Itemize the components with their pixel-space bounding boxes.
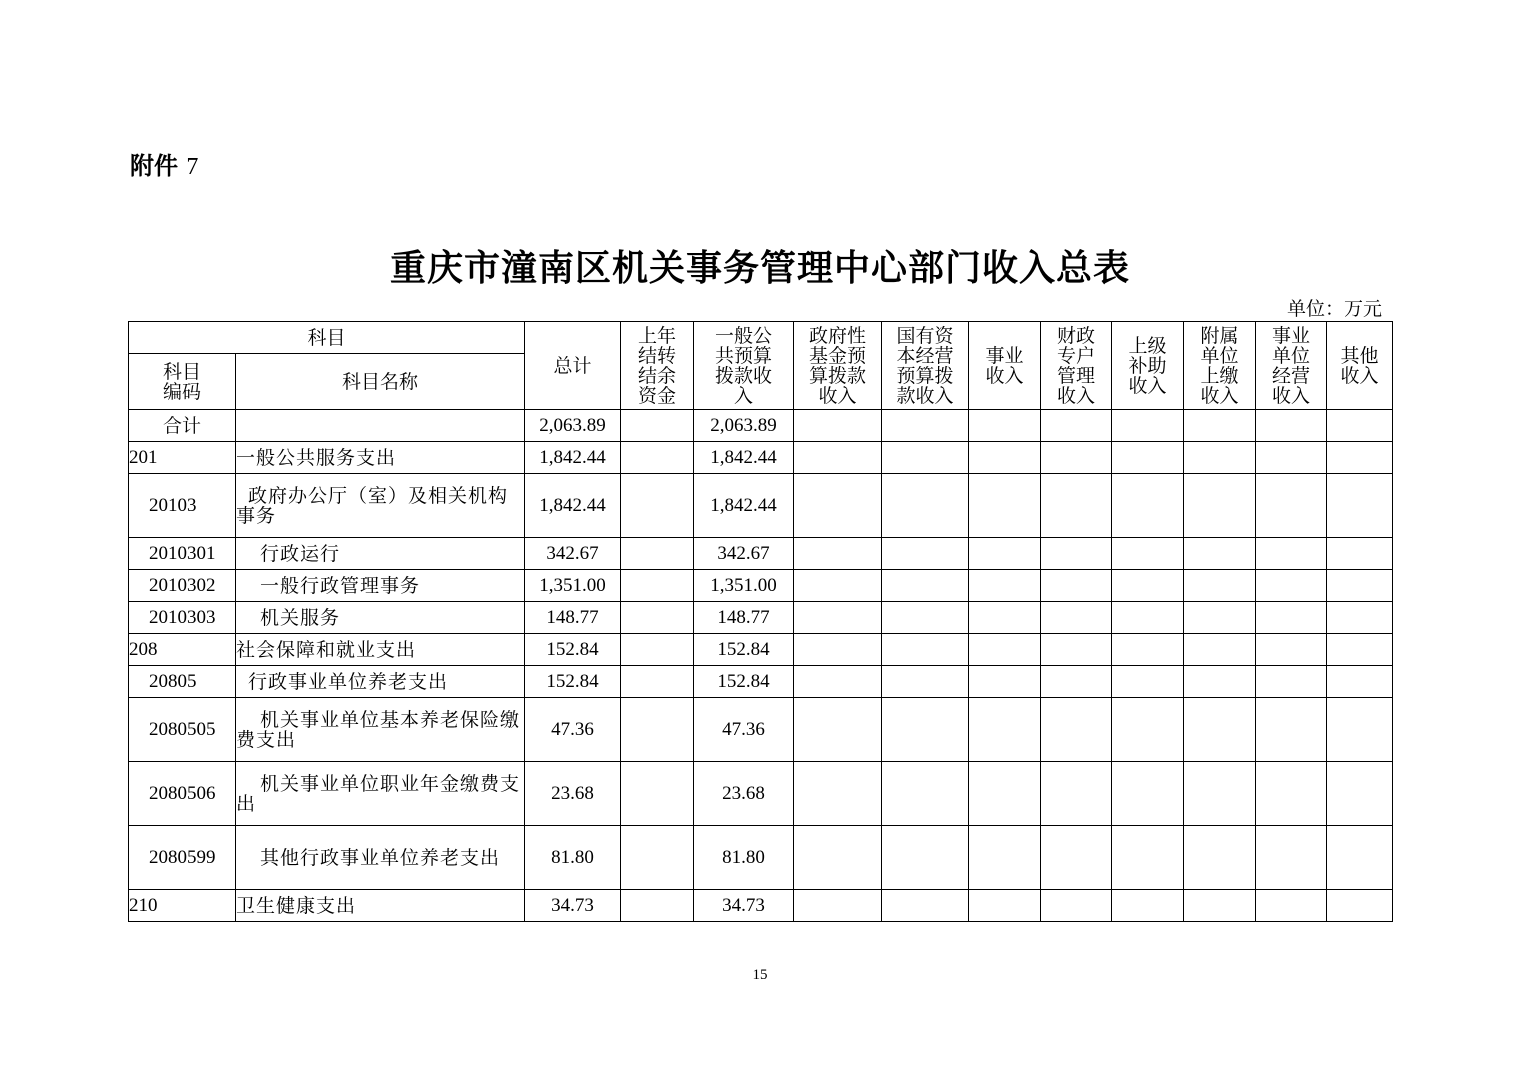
cell-code: 20805 — [129, 666, 236, 698]
cell-empty — [1256, 410, 1327, 442]
cell-name: 其他行政事业单位养老支出 — [236, 826, 525, 890]
cell-total: 1,842.44 — [525, 474, 621, 538]
header-affiliated: 附属 单位 上缴 收入 — [1184, 322, 1256, 410]
cell-code: 合计 — [129, 410, 236, 442]
header-total: 总计 — [525, 322, 621, 410]
cell-total: 2,063.89 — [525, 410, 621, 442]
cell-empty — [1112, 602, 1184, 634]
cell-empty — [1184, 666, 1256, 698]
cell-general-budget: 1,351.00 — [694, 570, 794, 602]
cell-empty — [794, 602, 882, 634]
cell-empty — [1112, 634, 1184, 666]
cell-empty — [1327, 570, 1393, 602]
table-row — [129, 410, 1393, 442]
cell-empty — [1184, 634, 1256, 666]
cell-general-budget: 152.84 — [694, 666, 794, 698]
cell-name: 机关事业单位基本养老保险缴费支出 — [236, 698, 525, 762]
cell-code: 208 — [129, 634, 236, 666]
cell-empty — [882, 474, 969, 538]
cell-empty — [1327, 634, 1393, 666]
header-superior-subsidy: 上级 补助 收入 — [1112, 322, 1184, 410]
cell-empty — [794, 762, 882, 826]
cell-empty — [1327, 762, 1393, 826]
cell-carryover — [621, 474, 694, 538]
cell-empty — [794, 538, 882, 570]
cell-general-budget: 148.77 — [694, 602, 794, 634]
cell-empty — [1327, 474, 1393, 538]
cell-general-budget: 34.73 — [694, 890, 794, 922]
cell-empty — [1184, 826, 1256, 890]
cell-empty — [969, 442, 1041, 474]
cell-empty — [1112, 698, 1184, 762]
cell-total: 47.36 — [525, 698, 621, 762]
cell-general-budget: 2,063.89 — [694, 410, 794, 442]
cell-general-budget: 23.68 — [694, 762, 794, 826]
cell-total: 1,351.00 — [525, 570, 621, 602]
cell-empty — [969, 698, 1041, 762]
cell-empty — [1184, 538, 1256, 570]
cell-total: 34.73 — [525, 890, 621, 922]
cell-empty — [1327, 698, 1393, 762]
cell-empty — [1041, 698, 1112, 762]
cell-general-budget: 81.80 — [694, 826, 794, 890]
cell-code: 2080506 — [129, 762, 236, 826]
cell-empty — [1112, 410, 1184, 442]
table-row — [129, 826, 1393, 890]
cell-empty — [1184, 602, 1256, 634]
cell-general-budget: 1,842.44 — [694, 442, 794, 474]
cell-empty — [1112, 762, 1184, 826]
cell-empty — [794, 474, 882, 538]
cell-total: 152.84 — [525, 634, 621, 666]
cell-carryover — [621, 762, 694, 826]
cell-empty — [794, 634, 882, 666]
table-row — [129, 442, 1393, 474]
header-subject: 科目 — [129, 322, 525, 354]
cell-empty — [1256, 698, 1327, 762]
header-state-capital: 国有资 本经营 预算拨 款收入 — [882, 322, 969, 410]
cell-general-budget: 152.84 — [694, 634, 794, 666]
cell-empty — [1041, 570, 1112, 602]
table-body — [129, 410, 1393, 922]
cell-code: 201 — [129, 442, 236, 474]
cell-name: 社会保障和就业支出 — [236, 634, 525, 666]
cell-total: 148.77 — [525, 602, 621, 634]
cell-empty — [1041, 410, 1112, 442]
cell-name: 行政运行 — [236, 538, 525, 570]
cell-empty — [969, 666, 1041, 698]
cell-empty — [1041, 666, 1112, 698]
cell-name: 一般行政管理事务 — [236, 570, 525, 602]
cell-carryover — [621, 634, 694, 666]
cell-empty — [1041, 474, 1112, 538]
cell-name: 政府办公厅（室）及相关机构事务 — [236, 474, 525, 538]
cell-name: 行政事业单位养老支出 — [236, 666, 525, 698]
header-carryover: 上年 结转 结余 资金 — [621, 322, 694, 410]
cell-empty — [1256, 442, 1327, 474]
cell-name: 一般公共服务支出 — [236, 442, 525, 474]
cell-empty — [882, 410, 969, 442]
cell-name: 机关事业单位职业年金缴费支出 — [236, 762, 525, 826]
cell-empty — [882, 762, 969, 826]
cell-name: 卫生健康支出 — [236, 890, 525, 922]
cell-empty — [1327, 666, 1393, 698]
cell-code: 2080599 — [129, 826, 236, 890]
cell-empty — [1184, 442, 1256, 474]
cell-carryover — [621, 890, 694, 922]
cell-empty — [1112, 666, 1184, 698]
cell-empty — [882, 634, 969, 666]
cell-empty — [1256, 826, 1327, 890]
header-other: 其他 收入 — [1327, 322, 1393, 410]
cell-empty — [1327, 410, 1393, 442]
cell-empty — [1256, 474, 1327, 538]
cell-empty — [794, 826, 882, 890]
cell-empty — [969, 410, 1041, 442]
cell-empty — [969, 890, 1041, 922]
cell-empty — [1041, 538, 1112, 570]
cell-empty — [1041, 602, 1112, 634]
table-row — [129, 666, 1393, 698]
cell-carryover — [621, 826, 694, 890]
table-row — [129, 890, 1393, 922]
cell-empty — [1184, 762, 1256, 826]
cell-empty — [1112, 474, 1184, 538]
header-name: 科目名称 — [236, 354, 525, 410]
page-number: 15 — [752, 967, 768, 983]
cell-empty — [969, 602, 1041, 634]
cell-code: 2080505 — [129, 698, 236, 762]
cell-empty — [1112, 826, 1184, 890]
cell-carryover — [621, 602, 694, 634]
cell-empty — [794, 698, 882, 762]
cell-total: 342.67 — [525, 538, 621, 570]
header-fiscal-special: 财政 专户 管理 收入 — [1041, 322, 1112, 410]
cell-empty — [1041, 442, 1112, 474]
unit-label: 单位：万元 — [1286, 298, 1382, 320]
cell-total: 152.84 — [525, 666, 621, 698]
cell-empty — [1327, 826, 1393, 890]
cell-empty — [969, 474, 1041, 538]
cell-empty — [969, 538, 1041, 570]
cell-empty — [969, 634, 1041, 666]
header-general-budget: 一般公 共预算 拨款收 入 — [694, 322, 794, 410]
header-business-operation: 事业 单位 经营 收入 — [1256, 322, 1327, 410]
cell-empty — [1327, 442, 1393, 474]
cell-carryover — [621, 666, 694, 698]
cell-empty — [882, 442, 969, 474]
cell-empty — [882, 698, 969, 762]
cell-empty — [1184, 474, 1256, 538]
header-gov-fund: 政府性 基金预 算拨款 收入 — [794, 322, 882, 410]
cell-empty — [882, 890, 969, 922]
cell-code: 2010301 — [129, 538, 236, 570]
cell-name — [236, 410, 525, 442]
cell-empty — [969, 826, 1041, 890]
cell-empty — [1184, 698, 1256, 762]
cell-total: 81.80 — [525, 826, 621, 890]
cell-general-budget: 342.67 — [694, 538, 794, 570]
cell-empty — [1112, 442, 1184, 474]
cell-empty — [1112, 538, 1184, 570]
cell-empty — [882, 826, 969, 890]
attachment-label: 附件 7 — [130, 152, 199, 180]
revenue-table — [128, 321, 1393, 922]
cell-code: 2010302 — [129, 570, 236, 602]
cell-empty — [882, 538, 969, 570]
cell-empty — [1256, 890, 1327, 922]
cell-empty — [1041, 634, 1112, 666]
cell-code: 210 — [129, 890, 236, 922]
cell-empty — [1184, 570, 1256, 602]
cell-empty — [1256, 538, 1327, 570]
cell-empty — [794, 410, 882, 442]
cell-empty — [794, 442, 882, 474]
cell-empty — [1041, 826, 1112, 890]
cell-empty — [1041, 762, 1112, 826]
cell-empty — [1256, 762, 1327, 826]
cell-code: 20103 — [129, 474, 236, 538]
cell-carryover — [621, 410, 694, 442]
cell-empty — [1184, 410, 1256, 442]
cell-empty — [1184, 890, 1256, 922]
cell-empty — [1327, 538, 1393, 570]
cell-empty — [794, 570, 882, 602]
table-row — [129, 538, 1393, 570]
header-code: 科目 编码 — [129, 354, 236, 410]
cell-carryover — [621, 538, 694, 570]
table-row — [129, 698, 1393, 762]
table-row — [129, 570, 1393, 602]
header-business: 事业 收入 — [969, 322, 1041, 410]
table-row — [129, 602, 1393, 634]
cell-total: 1,842.44 — [525, 442, 621, 474]
cell-empty — [1256, 666, 1327, 698]
table-row — [129, 634, 1393, 666]
table-row — [129, 762, 1393, 826]
cell-carryover — [621, 570, 694, 602]
cell-empty — [1256, 602, 1327, 634]
cell-empty — [882, 602, 969, 634]
cell-carryover — [621, 442, 694, 474]
cell-empty — [1327, 890, 1393, 922]
table-row — [129, 474, 1393, 538]
cell-code: 2010303 — [129, 602, 236, 634]
cell-empty — [882, 666, 969, 698]
cell-general-budget: 1,842.44 — [694, 474, 794, 538]
cell-empty — [882, 570, 969, 602]
page-title: 重庆市潼南区机关事务管理中心部门收入总表 — [389, 247, 1130, 289]
cell-empty — [1327, 602, 1393, 634]
cell-empty — [1112, 570, 1184, 602]
cell-empty — [969, 570, 1041, 602]
cell-empty — [794, 890, 882, 922]
cell-carryover — [621, 698, 694, 762]
cell-general-budget: 47.36 — [694, 698, 794, 762]
cell-empty — [1256, 634, 1327, 666]
cell-name: 机关服务 — [236, 602, 525, 634]
cell-empty — [1041, 890, 1112, 922]
cell-empty — [1256, 570, 1327, 602]
cell-empty — [794, 666, 882, 698]
cell-empty — [1112, 890, 1184, 922]
cell-total: 23.68 — [525, 762, 621, 826]
cell-empty — [969, 762, 1041, 826]
